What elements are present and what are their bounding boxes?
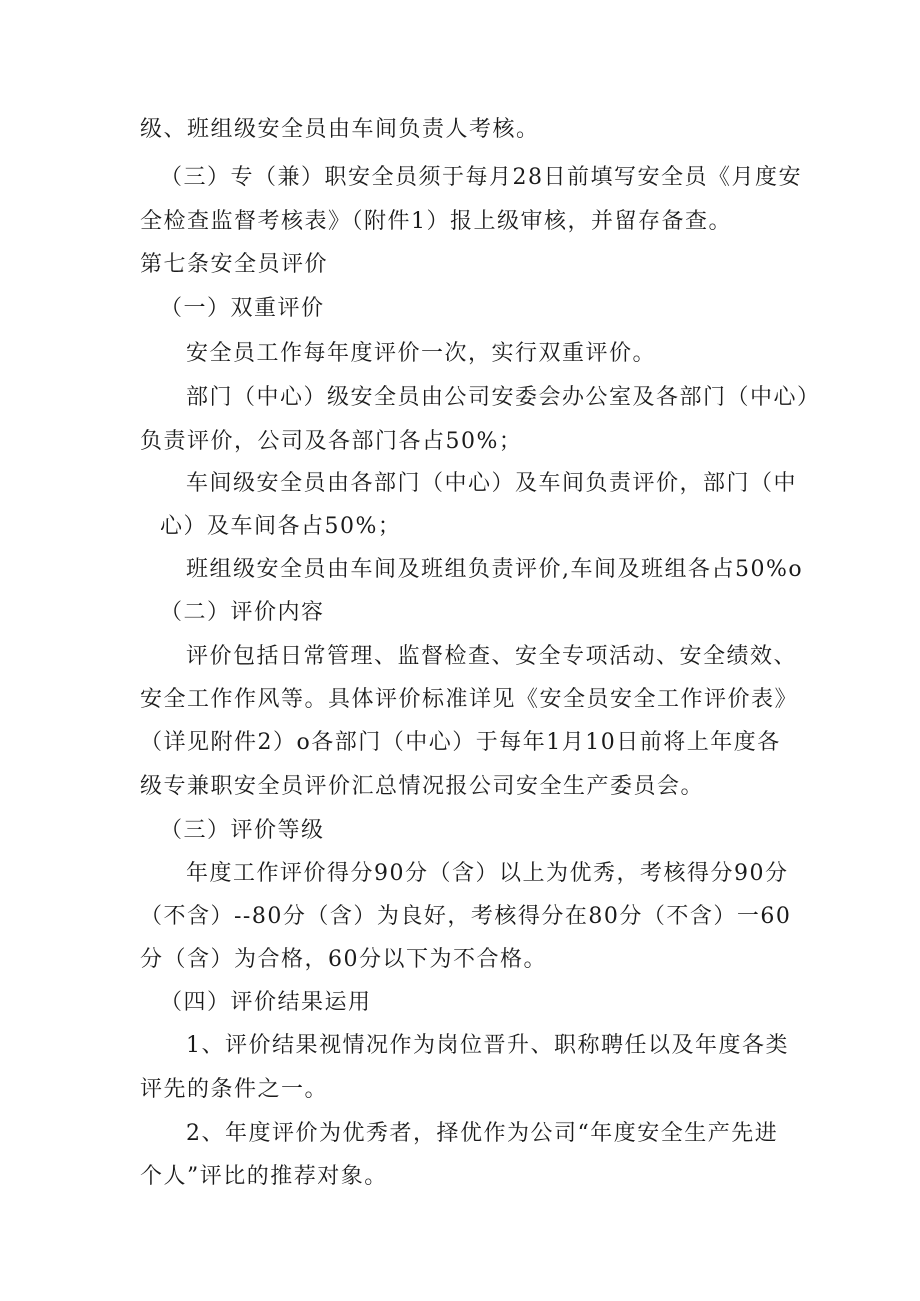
text-line: （详见附件2）o各部门（中心）于每年1月10日前将上年度各 [140, 730, 781, 755]
subsection-heading: （三）评价等级 [160, 818, 325, 843]
text-line: 车间级安全员由各部门（中心）及车间负责评价，部门（中 [186, 471, 798, 496]
text-line: 1、评价结果视情况作为岗位晋升、职称聘任以及年度各类 [186, 1033, 789, 1058]
text-line: 个人”评比的推荐对象。 [140, 1164, 388, 1189]
text-line: 评先的条件之一。 [140, 1077, 329, 1102]
text-line: 分（含）为合格，60分以下为不合格。 [140, 947, 547, 972]
text-line: 安全员工作每年度评价一次，实行双重评价。 [186, 341, 657, 366]
subsection-heading: （二）评价内容 [160, 600, 325, 625]
text-line: 年度工作评价得分90分（含）以上为优秀，考核得分90分 [186, 861, 789, 886]
section-heading: 第七条安全员评价 [140, 252, 329, 277]
text-line: （三）专（兼）职安全员须于每月28日前填写安全员《月度安 [160, 165, 802, 190]
text-line: 2、年度评价为优秀者，择优作为公司“年度安全生产先进 [186, 1121, 779, 1146]
text-line: 负责评价，公司及各部门各占50%； [140, 429, 523, 454]
text-line: 部门（中心）级安全员由公司安委会办公室及各部门（中心） [186, 385, 821, 410]
text-line: 班组级安全员由车间及班组负责评价,车间及班组各占50%o [186, 557, 804, 582]
text-line: （不含）--80分（含）为良好，考核得分在80分（不含）一60 [140, 904, 792, 929]
text-line: 级专兼职安全员评价汇总情况报公司安全生产委员会。 [140, 774, 705, 799]
text-line: 全检查监督考核表》（附件1）报上级审核，并留存备查。 [140, 209, 732, 234]
text-line: 评价包括日常管理、监督检查、安全专项活动、安全绩效、 [186, 644, 798, 669]
text-line: 安全工作作风等。具体评价标准详见《安全员安全工作评价表》 [140, 687, 799, 712]
subsection-heading: （一）双重评价 [160, 296, 325, 321]
subsection-heading: （四）评价结果运用 [160, 990, 372, 1015]
text-line: 级、班组级安全员由车间负责人考核。 [140, 117, 540, 142]
text-line: 心）及车间各占50%； [160, 514, 402, 539]
